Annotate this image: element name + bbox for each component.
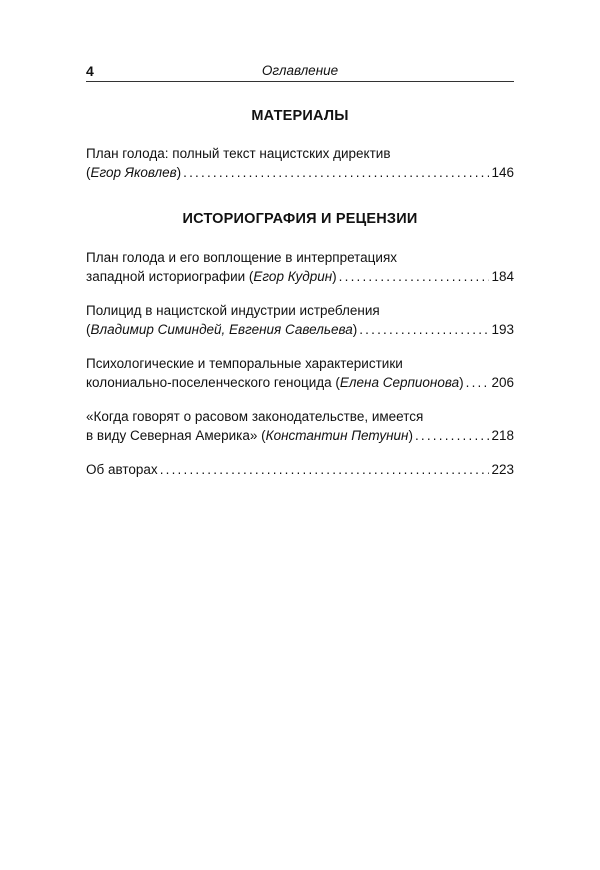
entry-prefix: ( [86,165,91,180]
toc-entry[interactable] [86,248,514,286]
entry-suffix: ) [352,322,358,337]
entry-byline [86,426,413,445]
entry-last-line [86,460,514,479]
entry-title: «Когда говорят о расовом законодательстве, имеется [86,409,424,424]
dot-leader [183,163,489,182]
entry-title: План голода: полный текст нацистских директив [86,146,391,161]
entry-prefix: колониально-поселенческого геноцида ( [86,375,340,390]
entry-author: Егор Кудрин [253,269,333,284]
entry-author: Елена Серпионова [339,375,460,390]
entry-title: План голода и его воплощение в интерпретациях [86,250,398,265]
dot-leader [160,460,490,479]
dot-leader [466,373,490,392]
entry-title: Психологические и темпоральные характеристики [86,356,403,371]
entry-suffix: ) [176,165,182,180]
entry-prefix: в виду Северная Америка» ( [86,428,266,443]
entry-page-number: 184 [491,269,514,284]
entry-byline [86,460,158,479]
dot-leader [415,426,490,445]
toc-entry[interactable] [86,460,514,479]
dot-leader [339,267,490,286]
toc-entry[interactable] [86,144,514,182]
dot-leader [359,320,489,339]
entry-byline [86,267,337,286]
entry-byline [86,320,357,339]
header-divider [86,81,514,82]
toc-entry[interactable] [86,407,514,445]
entry-title: Об авторах [86,462,158,477]
page-number: 4 [86,63,94,79]
entry-last-line [86,373,514,392]
entry-author: Егор Яковлев [90,165,177,180]
entry-suffix: ) [459,375,464,390]
section-historiography [86,209,514,479]
running-header [86,62,514,80]
entry-author: Владимир Симиндей, Евгения Савельева [90,322,353,337]
section-heading: ИСТОРИОГРАФИЯ И РЕЦЕНЗИИ [182,211,418,227]
entry-page-number: 223 [491,462,514,477]
entry-page-number: 146 [491,165,514,180]
entry-last-line [86,320,514,339]
entry-page-number: 193 [491,322,514,337]
entry-last-line [86,163,514,182]
entry-suffix: ) [332,269,337,284]
entry-prefix: западной историографии ( [86,269,254,284]
entry-page-number: 218 [491,428,514,443]
entry-title: Полицид в нацистской индустрии истребления [86,303,380,318]
entry-byline [86,163,181,182]
section-materials [86,106,514,182]
entry-suffix: ) [408,428,413,443]
entry-page-number: 206 [491,375,514,390]
running-header-title: Оглавление [261,63,339,78]
entry-last-line [86,426,514,445]
entry-prefix: ( [86,322,91,337]
toc-entry[interactable] [86,354,514,392]
section-heading: МАТЕРИАЛЫ [251,108,349,124]
entry-last-line [86,267,514,286]
entry-byline [86,373,464,392]
entry-author: Константин Петунин [265,428,409,443]
toc-entry[interactable] [86,301,514,339]
